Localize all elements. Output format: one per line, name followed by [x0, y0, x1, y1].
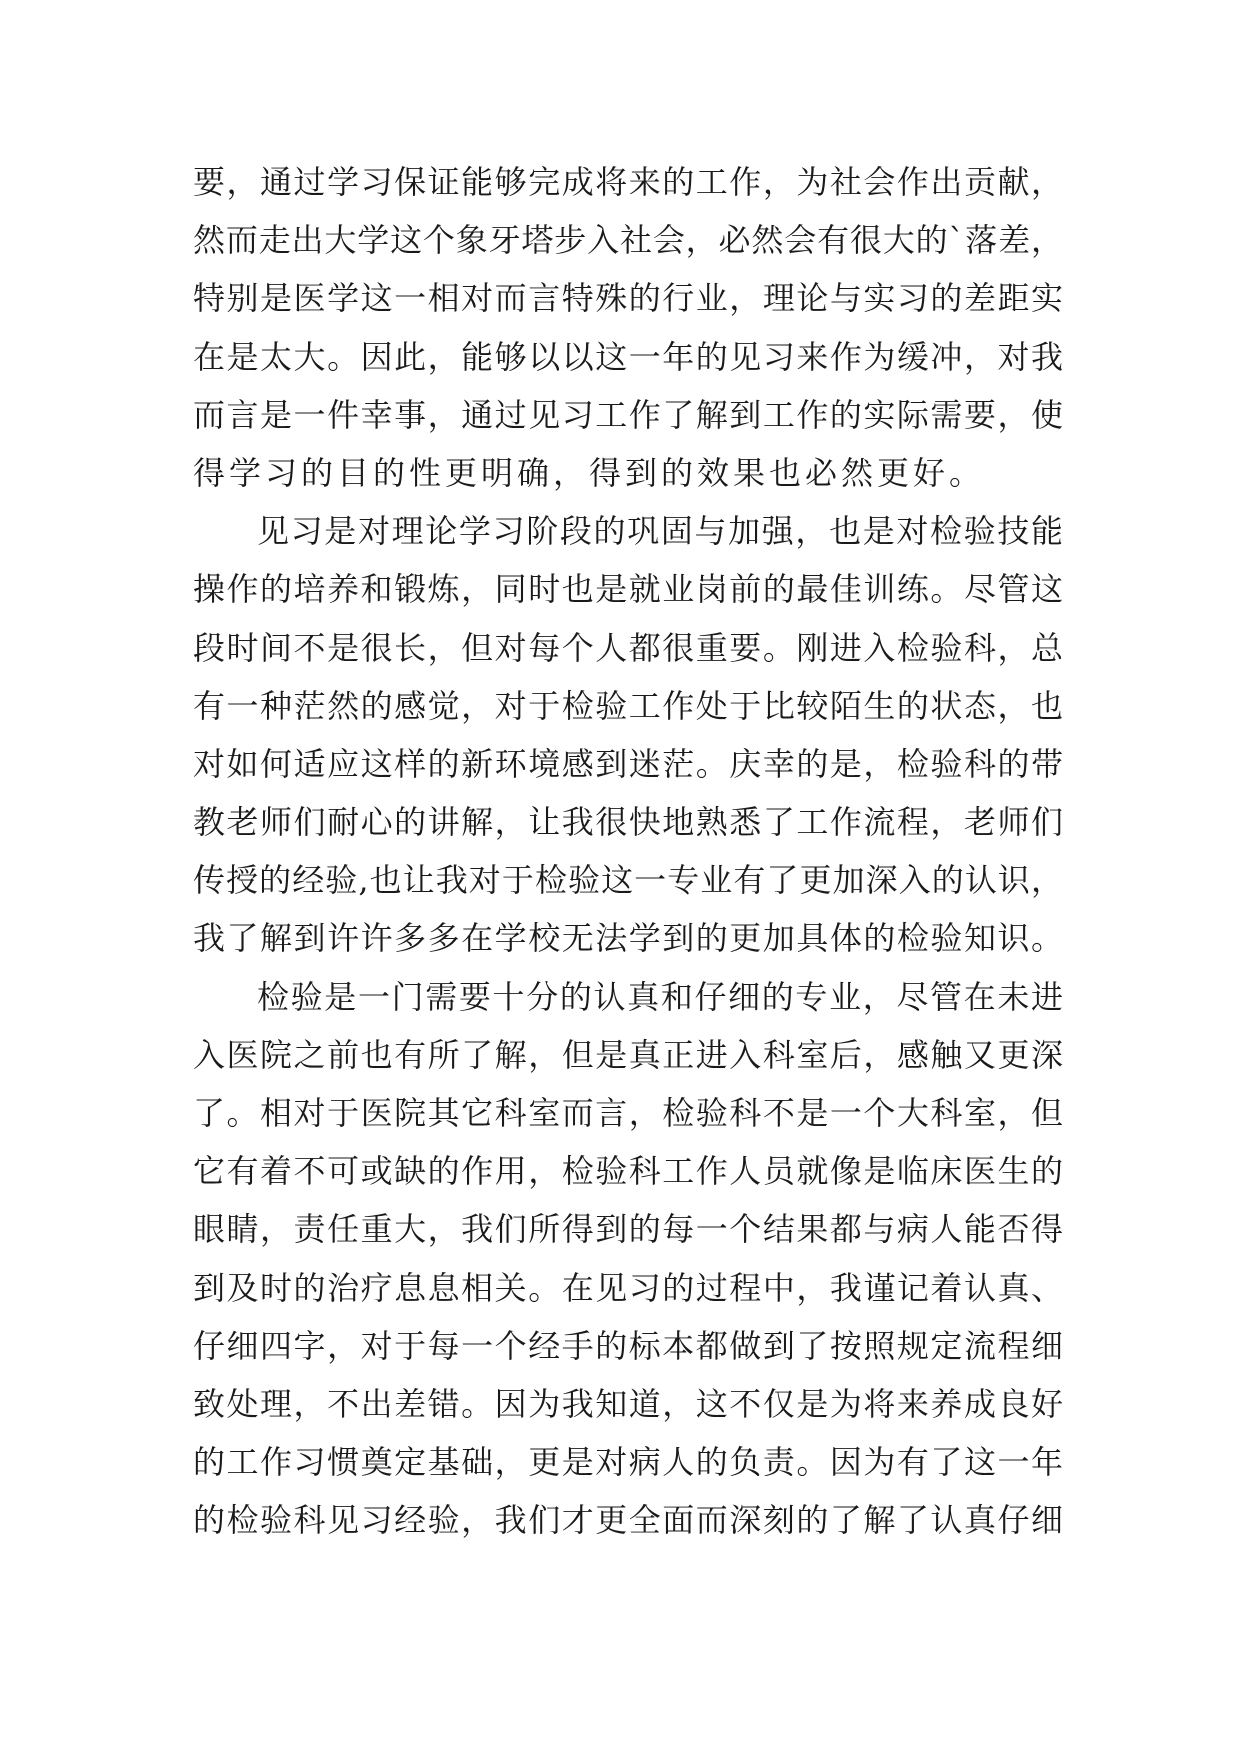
text-line: 它有着不可或缺的作用，检验科工作人员就像是临床医生的: [193, 1152, 1063, 1191]
text-line: 对如何适应这样的新环境感到迷茫。庆幸的是，检验科的带: [193, 744, 1063, 783]
text-line: 而言是一件幸事，通过见习工作了解到工作的实际需要，使: [193, 395, 1063, 434]
text-line: 眼睛，责任重大，我们所得到的每一个结果都与病人能否得: [193, 1210, 1063, 1249]
text-line: 入医院之前也有所了解，但是真正进入科室后，感触又更深: [193, 1035, 1063, 1074]
text-line: 到及时的治疗息息相关。在见习的过程中，我谨记着认真、: [193, 1268, 1063, 1307]
text-line: 有一种茫然的感觉，对于检验工作处于比较陌生的状态，也: [193, 686, 1063, 725]
text-line: 操作的培养和锻炼，同时也是就业岗前的最佳训练。尽管这: [193, 570, 1063, 609]
text-line: 的工作习惯奠定基础，更是对病人的负责。因为有了这一年: [193, 1443, 1063, 1482]
document-body: [193, 153, 1063, 1550]
text-line: 特别是医学这一相对而言特殊的行业，理论与实习的差距实: [193, 279, 1063, 318]
text-line: 要，通过学习保证能够完成将来的工作，为社会作出贡献，: [193, 163, 1063, 201]
paragraph-first-line: 检验是一门需要十分的认真和仔细的专业，尽管在未进: [257, 977, 1063, 1016]
text-line: 仔细四字，对于每一个经手的标本都做到了按照规定流程细: [193, 1326, 1063, 1365]
text-line: 然而走出大学这个象牙塔步入社会，必然会有很大的`落差，: [193, 221, 1063, 260]
text-line: 在是太大。因此，能够以以这一年的见习来作为缓冲，对我: [193, 337, 1063, 376]
text-line: 传授的经验,也让我对于检验这一专业有了更加深入的认识，: [193, 861, 1063, 900]
paragraph-first-line: 见习是对理论学习阶段的巩固与加强，也是对检验技能: [257, 512, 1063, 551]
text-line: 段时间不是很长，但对每个人都很重要。刚进入检验科，总: [193, 628, 1063, 667]
text-line: 得学习的目的性更明确，得到的效果也必然更好。: [193, 453, 986, 492]
text-line: 致处理，不出差错。因为我知道，这不仅是为将来养成良好: [193, 1384, 1063, 1423]
text-line: 我了解到许许多多在学校无法学到的更加具体的检验知识。: [193, 919, 1063, 958]
text-line: 教老师们耐心的讲解，让我很快地熟悉了工作流程，老师们: [193, 803, 1063, 842]
text-line: 了。相对于医院其它科室而言，检验科不是一个大科室，但: [193, 1094, 1063, 1132]
text-line: 的检验科见习经验，我们才更全面而深刻的了解了认真仔细: [193, 1501, 1063, 1540]
